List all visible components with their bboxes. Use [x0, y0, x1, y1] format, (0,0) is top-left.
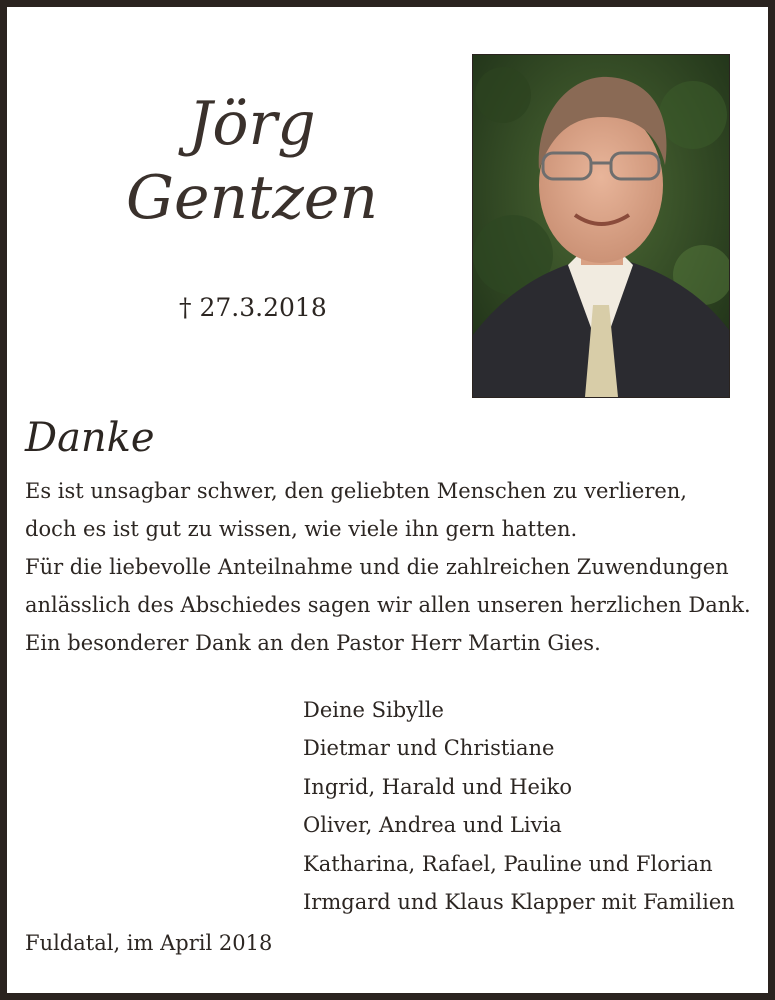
message-line: anlässlich des Abschiedes sagen wir allen unseren herzlichen Dank.: [25, 593, 751, 617]
last-name: Gentzen: [126, 163, 378, 233]
signatory: Deine Sibylle: [303, 698, 444, 722]
message-line: Ein besonderer Dank an den Pastor Herr Martin Gies.: [25, 631, 601, 655]
signatories-list: [303, 691, 763, 921]
message-line: Es ist unsagbar schwer, den geliebten Menschen zu verlieren,: [25, 479, 687, 503]
cross-icon: †: [179, 293, 192, 322]
portrait-photo: [472, 54, 730, 398]
signatory: Katharina, Rafael, Pauline und Florian: [303, 851, 713, 876]
thanks-message: [25, 472, 765, 662]
signatory: Oliver, Andrea und Livia: [303, 813, 562, 838]
first-name: Jörg: [188, 89, 316, 159]
death-date-line: [179, 293, 327, 322]
message-line: doch es ist gut zu wissen, wie viele ihn gern hatten.: [25, 517, 578, 541]
message-line: Für die liebevolle Anteilnahme und die zahlreichen Zuwendungen: [25, 555, 729, 579]
signatory: Irmgard und Klaus Klapper mit Familien: [303, 890, 735, 915]
thanks-heading: Danke: [25, 415, 155, 461]
signatory: Ingrid, Harald und Heiko: [303, 774, 573, 799]
death-date: 27.3.2018: [199, 293, 327, 322]
signatory: Dietmar und Christiane: [303, 736, 555, 761]
place-and-date: Fuldatal, im April 2018: [25, 931, 273, 955]
portrait-image: [473, 55, 729, 397]
deceased-name: [107, 87, 397, 235]
